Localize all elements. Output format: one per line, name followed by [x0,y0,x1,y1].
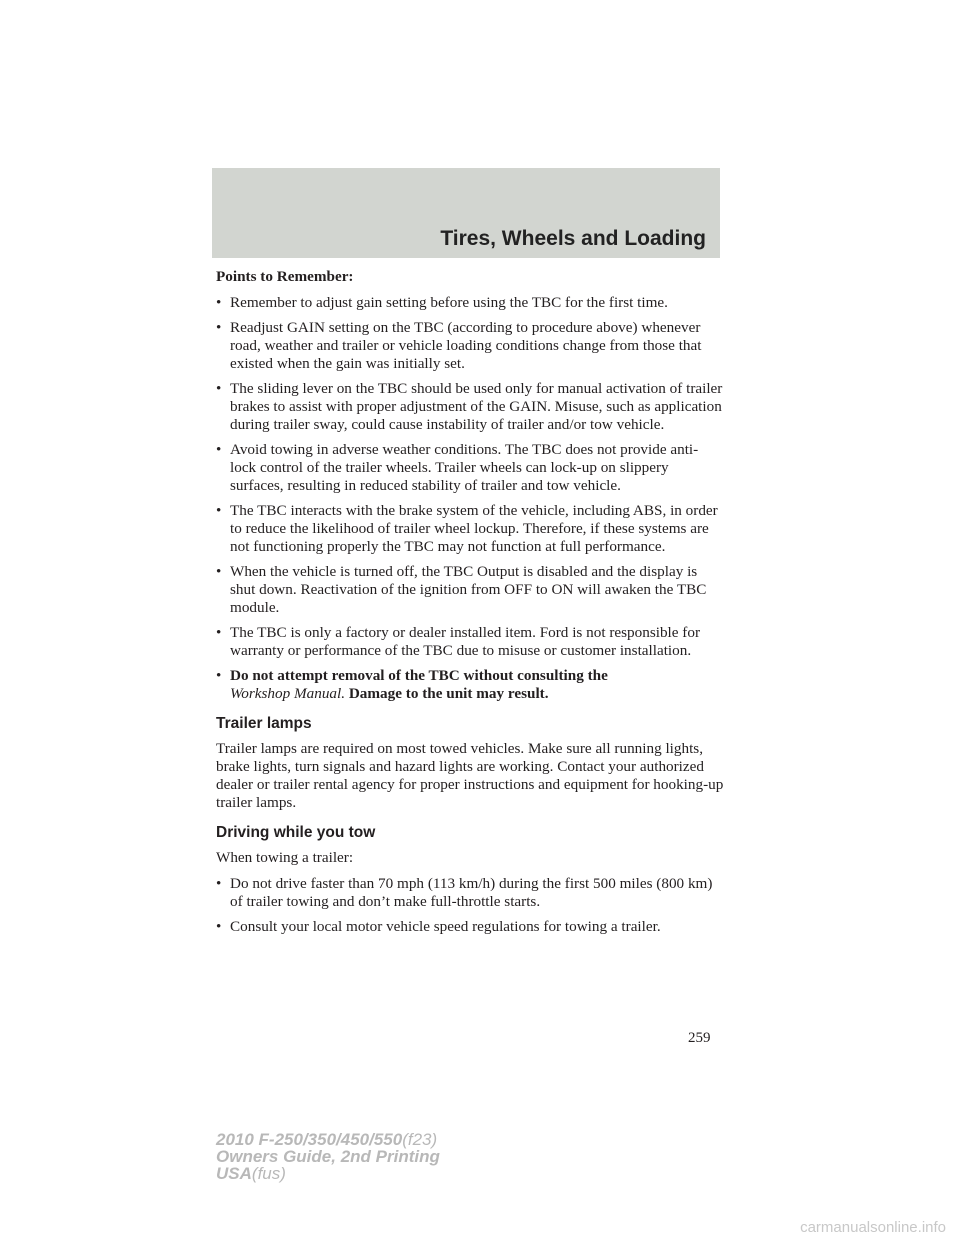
trailer-lamps-body: Trailer lamps are required on most towed vehicles. Make sure all running lights, brake lights, turn signals and hazard lights are working. Contact your authorized dealer or trailer rental agency for proper instructions and equipment for hooking-up trailer lamps. [216,740,724,811]
page-content [216,268,724,943]
warning-text: Do not attempt removal of the TBC without consulting the [230,667,608,684]
list-item: • Avoid towing in adverse weather conditions. The TBC does not provide anti-lock control of the trailer wheels. Trailer wheels can lock-up on slippery surfaces, resulting in reduced stability of trailer and tow vehicle. [216,441,699,494]
footer-printing: Owners Guide, 2nd Printing [216,1147,440,1166]
list-item: • The sliding lever on the TBC should be used only for manual activation of trailer brakes to assist with proper adjustment of the GAIN. Misuse, such as application during trailer sway, could cause instability of trailer and/or tow vehicle. [216,380,723,433]
driving-heading: Driving while you tow [216,824,376,841]
list-item: • Consult your local motor vehicle speed regulations for towing a trailer. [216,918,661,935]
points-list [216,294,724,703]
bullet-icon: • [216,319,222,336]
watermark: carmanualsonline.info [800,1219,946,1236]
trailer-lamps-heading: Trailer lamps [216,715,312,732]
warning-text-end: Damage to the unit may result. [348,685,549,702]
list-item: • Readjust GAIN setting on the TBC (according to procedure above) whenever road, weather and trailer or vehicle loading conditions change from those that existed when the gain was initially set. [216,319,702,372]
bullet-icon: • [216,918,222,935]
page-number: 259 [688,1030,711,1046]
bullet-icon: • [216,502,222,519]
footer-model: 2010 F-250/350/450/550 [216,1130,403,1149]
list-item: • The TBC interacts with the brake system of the vehicle, including ABS, in order to reduce the likelihood of trailer wheel lockup. Therefore, if these systems are not functioning properly the TBC may not function at full performance. [216,502,718,555]
warning-item [216,667,724,703]
footer-code: (f23) [402,1130,438,1149]
list-item: • When the vehicle is turned off, the TBC Output is disabled and the display is shut down. Reactivation of the ignition from OFF to ON will awaken the TBC module. [216,563,707,616]
bullet-icon: • [216,667,222,684]
bullet-icon: • [216,875,222,892]
driving-list [216,875,724,936]
list-item: • Remember to adjust gain setting before using the TBC for the first time. [216,294,668,311]
driving-intro: When towing a trailer: [216,849,354,866]
footer-region: USA [216,1164,252,1183]
points-heading: Points to Remember: [216,268,354,285]
bullet-icon: • [216,380,222,397]
list-item: • The TBC is only a factory or dealer installed item. Ford is not responsible for warranty or performance of the TBC due to misuse or customer installation. [216,624,701,659]
section-title: Tires, Wheels and Loading [440,227,706,250]
bullet-icon: • [216,294,222,311]
list-item: • Do not drive faster than 70 mph (113 km/h) during the first 500 miles (800 km) of trailer towing and don’t make full-throttle starts. [216,875,713,910]
section-header-band [212,168,720,258]
bullet-icon: • [216,441,222,458]
footer-edition [216,1131,440,1182]
bullet-icon: • [216,624,222,641]
footer-region-code: (fus) [251,1164,286,1183]
workshop-manual-ref: Workshop Manual. [230,685,346,702]
bullet-icon: • [216,563,222,580]
